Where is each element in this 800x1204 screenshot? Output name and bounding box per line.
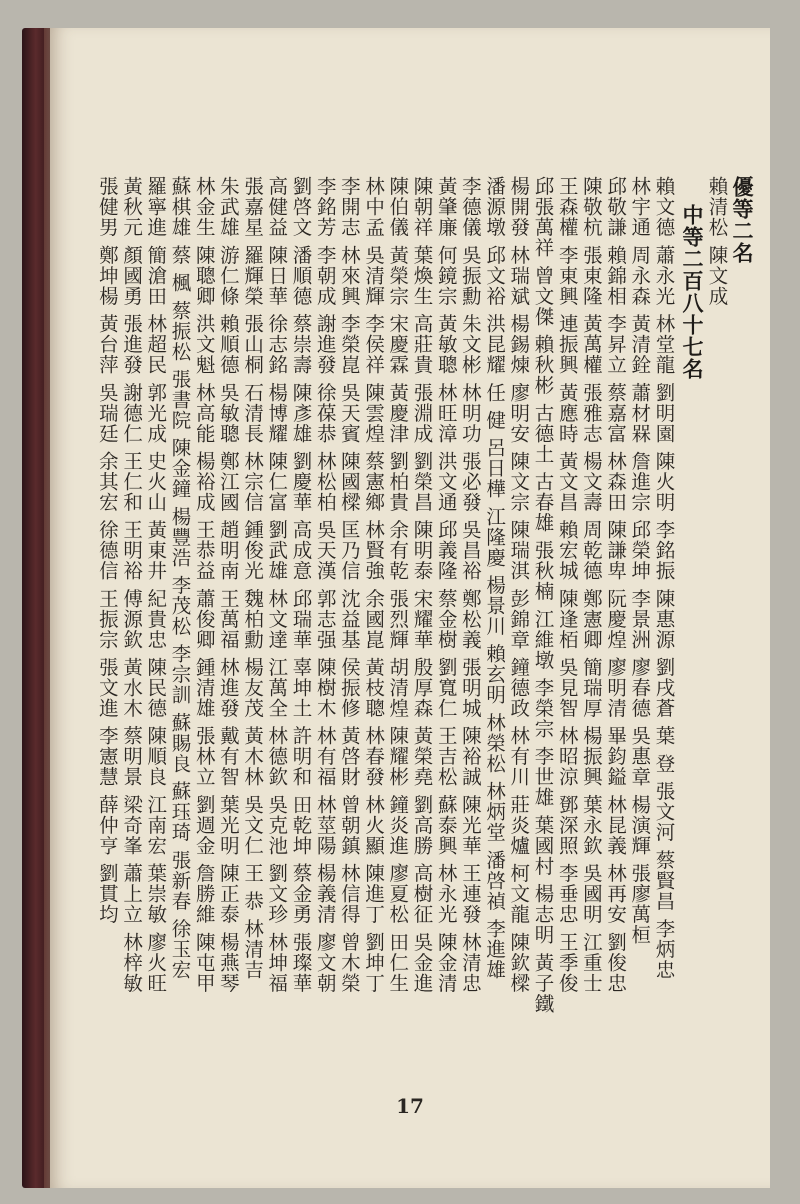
name-column: 潘源墩 邱文裕 洪昆耀 任 健 呂日樺 江隆慶 楊景川 賴玄明 林榮松 林炳堂 潘啓禎 李進雄 [483, 176, 507, 980]
name-column: 林中孟 吳清輝 李侯祥 陳雲煌 蔡憲鄉 林賢強 余國崑 黃枝聰 林春發 林火顯 陳進丁 劉坤丁 [362, 176, 386, 994]
name-column: 高健益 陳日華 徐志銘 楊博耀 陳仁富 劉武雄 林文達 江萬全 林德欽 吳克池 劉文珍 林坤福 [265, 176, 289, 994]
name-column: 張健男 鄭坤楊 黃台萍 吳瑞廷 余其宏 徐德信 王振宗 張文進 李憲慧 薛仲亨 劉貫均 [95, 176, 119, 925]
name-column: 陳伯儀 黃榮宗 宋慶霖 黃慶津 劉柏貴 余有乾 張烈輝 胡清煌 陳耀彬 鐘炎進 廖夏松 田仁生 [386, 176, 410, 994]
book-page [50, 28, 770, 1188]
name-column: 林宇通 周永森 黃清銓 蕭材槑 詹進宗 邱榮坤 李景洲 廖春德 吳惠章 楊演輝 張廖萬桓 [628, 176, 652, 945]
name-column: 李銘芳 李朝成 謝進發 徐葆恭 林松柏 吳天漢 郭志强 陳樹木 林有福 林莖陽 楊義清 廖文朝 [313, 176, 337, 994]
name-column: 黃秋元 顏國勇 張進發 謝德仁 王仁和 王明裕 傅源欽 黃水木 蔡明景 梁奇峯 蕭上立 林梓敏 [120, 176, 144, 994]
name-column: 陳敬杭 張東隆 黃萬權 張雅志 楊文壽 周乾德 鄭憲卿 簡瑞厚 楊振興 葉永欽 吳國明 江重士 [579, 176, 603, 994]
heading-middle: 中等二百八十七名 [680, 204, 705, 380]
name-column: 邱敬謙 賴錦相 李昇立 蔡嘉富 林森田 陳謙卑 阮慶煌 廖明清 畢鈞鎰 林昆義 林再安 劉俊忠 [604, 176, 628, 994]
name-column: 朱武雄 游仁條 賴順德 吳敏聰 鄭江國 趙明南 王萬福 林進發 戴有智 葉光明 陳正泰 楊燕琴 [216, 176, 240, 994]
name-column: 羅寧進 簡滄田 林超民 郭光成 史火山 黃東井 紀貴忠 陳民德 陳順良 江南宏 葉崇敏 廖火旺 [144, 176, 168, 994]
name-column: 蘇棋雄 蔡 楓 蔡振松 張書院 陳金鐘 楊豐浩 李茂松 李宗訓 蘇賜良 蘇珏琦 張新春 徐玉宏 [168, 176, 192, 980]
name-column: 陳朝祥 葉煥生 高莊貴 張淵成 劉榮昌 陳明泰 宋耀華 殷厚森 黃榮堯 劉高勝 高樹征 吳金進 [410, 176, 434, 994]
excellent-names: 賴清松 陳文成 [705, 176, 729, 307]
name-column: 王森權 李東興 連振興 黃應時 黃文昌 賴宏城 陳逢栢 吳見智 林昭涼 鄧深照 李垂忠 王季俊 [555, 176, 579, 994]
name-column: 黃肇廉 何鏡宗 黃敏聰 林旺漳 洪文通 邱義隆 蔡金樹 劉寬仁 王吉松 蘇泰興 林永光 陳金清 [434, 176, 458, 994]
name-column: 賴文德 蕭永光 林堂龍 劉明園 陳火明 李銘振 陳惠源 劉戌蒼 葉 登 張文河 蔡賢昌 李炳忠 [652, 176, 676, 980]
heading-excellent: 優等二名 [730, 176, 755, 264]
name-column: 邱張萬祥 曾文傑 賴秋彬 古德土 古春雄 張秋楠 江維墩 李榮宗 李世雄 葉國村 楊志明 黃子鐵 [531, 176, 555, 1014]
page-number: 17 [396, 1094, 424, 1118]
name-column: 李德儀 吳振勳 朱文彬 林明功 張必發 吳昌裕 鄭松義 張明城 陳裕誠 陳光華 王連發 林清忠 [458, 176, 482, 994]
name-column: 劉啓文 潘順德 蔡崇壽 陳彥雄 劉慶華 高成意 邱瑞華 辜坤土 許明和 田乾坤 蔡金勇 張璨華 [289, 176, 313, 994]
name-column: 楊開發 林瑞斌 楊錫煉 廖明安 陳文宗 陳瑞淇 彭錦章 鐘德政 林有川 莊炎爐 柯文龍 陳欽樑 [507, 176, 531, 994]
name-column: 張嘉星 羅輝榮 張山桐 石清長 林宗信 鍾俊光 魏柏勳 楊友茂 黃木林 吳文仁 王 恭 林清吉 [241, 176, 265, 980]
name-column: 李開志 林來興 李榮崑 吳天賓 陳國樑 匡乃信 沈益基 侯振修 黃啓財 曾朝鎮 林信得 曾木榮 [337, 176, 361, 994]
name-column: 林金生 陳聰卿 洪文魁 林高能 楊裕成 王恭益 蕭俊卿 鍾清雄 張林立 劉週金 詹勝維 陳屯甲 [192, 176, 216, 994]
